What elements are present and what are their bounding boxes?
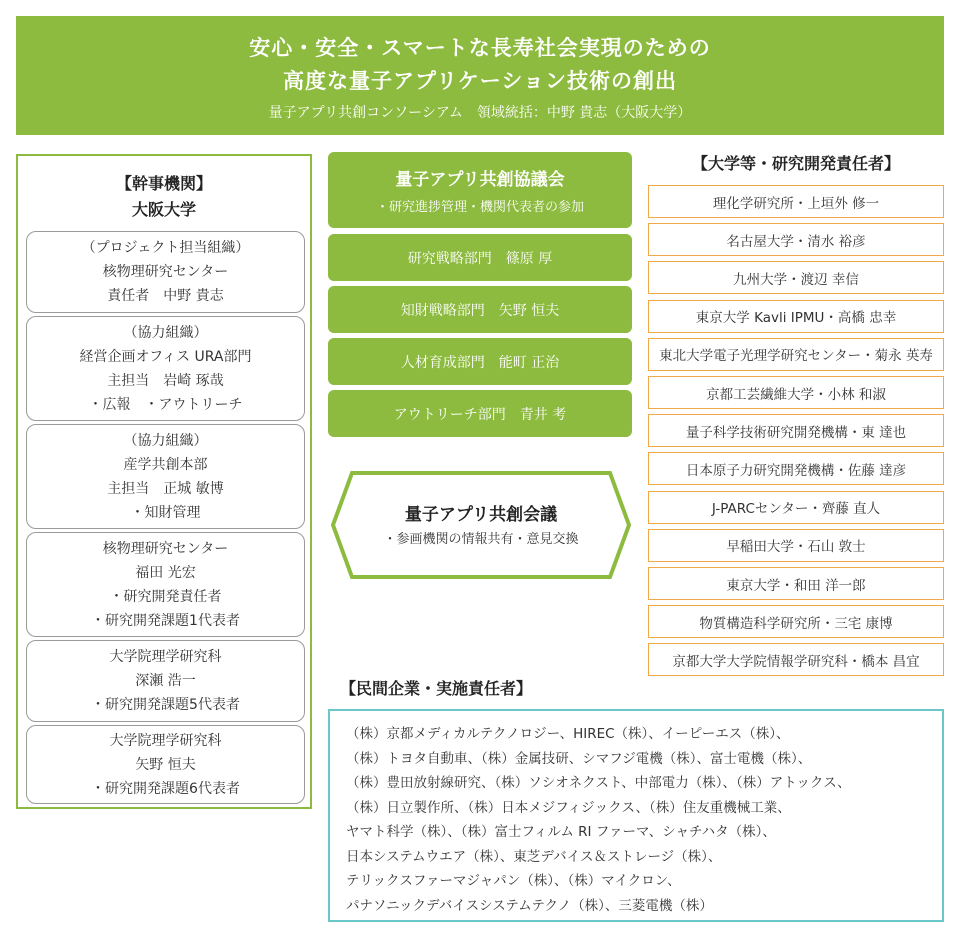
- company-line: テリックスファーマジャパン（株）、（株）マイクロン、: [346, 873, 681, 889]
- company-line: （株）日立製作所、（株）日本メジフィジックス、（株）住友重機械工業、: [346, 799, 791, 816]
- lead-institution-panel: [16, 154, 312, 809]
- org-line: （協力組織）: [123, 324, 208, 341]
- company-line: （株）豊田放射線研究、（株）ソシオネクスト、中部電力（株）、（株）アトックス、: [346, 775, 851, 791]
- company-line: パナソニックデバイスシステムテクノ（株）、三菱電機（株）: [346, 897, 713, 914]
- org-line: 責任者 中野 貴志: [107, 288, 224, 304]
- conference-subtitle: ・参画機関の情報共有・意見交換: [383, 532, 579, 547]
- university-item: 東北大学電子光理学研究センター・菊永 英寿: [648, 338, 944, 371]
- org-line: （プロジェクト担当組織）: [81, 240, 250, 256]
- company-line: ヤマト科学（株）、（株）富士フィルム RI ファーマ、シャチハタ（株）、: [346, 824, 776, 840]
- companies-heading: 【民間企業・実施責任者】: [340, 679, 533, 698]
- org-box-project: [26, 231, 305, 313]
- university-item: 京都大学大学院情報学研究科・橋本 昌宜: [648, 643, 944, 676]
- university-item: 九州大学・渡辺 幸信: [648, 261, 944, 294]
- header-banner: [16, 16, 944, 135]
- org-box-rcnp: [26, 532, 305, 637]
- department-hr-development: 人材育成部門 能町 正治: [328, 338, 632, 385]
- department-research-strategy: 研究戦略部門 篠原 厚: [328, 234, 632, 281]
- university-item: 早稲田大学・石山 敦士: [648, 529, 944, 562]
- universities-heading: 【大学等・研究開発責任者】: [691, 154, 900, 173]
- org-line: ・研究開発責任者: [109, 588, 222, 605]
- university-item: 理化学研究所・上垣外 修一: [648, 185, 944, 218]
- university-item: 京都工芸繊維大学・小林 和淑: [648, 376, 944, 409]
- lead-institution-heading: 【幹事機関】: [115, 174, 212, 193]
- org-box-science-1: [26, 640, 305, 722]
- org-box-science-2: [26, 725, 305, 804]
- conference-title: 量子アプリ共創会議: [404, 505, 558, 525]
- council-title: 量子アプリ共創協議会: [395, 170, 565, 190]
- lead-institution-name: 大阪大学: [131, 200, 196, 219]
- org-line: 産学共創本部: [123, 456, 208, 473]
- title-line-2: 高度な量子アプリケーション技術の創出: [283, 69, 677, 93]
- org-line: ・研究開発課題6代表者: [91, 780, 240, 797]
- university-item: 東京大学・和田 洋一郎: [648, 567, 944, 600]
- org-line: 経営企画オフィス URA部門: [79, 348, 252, 365]
- company-line: （株）京都メディカルテクノロジー、HIREC（株）、イーピーエス（株）、: [346, 726, 790, 742]
- university-item: 東京大学 Kavli IPMU・高橋 忠幸: [648, 300, 944, 333]
- title-line-1: 安心・安全・スマートな長寿社会実現のための: [249, 36, 711, 60]
- department-ip-strategy: 知財戦略部門 矢野 恒夫: [328, 286, 632, 333]
- org-line: ・研究開発課題1代表者: [91, 612, 240, 629]
- org-line: 大学院理学研究科: [109, 649, 222, 665]
- university-item: 名古屋大学・清水 裕彦: [648, 223, 944, 256]
- org-line: 主担当 正城 敏博: [107, 480, 224, 497]
- council-box: [328, 152, 632, 228]
- org-line: 核物理研究センター: [102, 264, 229, 280]
- department-outreach: アウトリーチ部門 青井 考: [328, 390, 632, 437]
- org-line: 大学院理学研究科: [109, 732, 222, 749]
- council-subtitle: ・研究進捗管理・機関代表者の参加: [375, 200, 584, 215]
- org-line: 矢野 恒夫: [135, 756, 196, 773]
- company-line: 日本システムウエア（株）、東芝デバイス＆ストレージ（株）、: [346, 848, 722, 865]
- org-line: ・広報 ・アウトリーチ: [88, 396, 243, 413]
- org-line: 核物理研究センター: [102, 540, 229, 557]
- consortium-subtitle: 量子アプリ共創コンソーシアム 領域統括：中野 貴志（大阪大学）: [268, 105, 692, 121]
- org-line: 主担当 岩崎 琢哉: [107, 372, 224, 389]
- org-line: 福田 光宏: [135, 564, 196, 581]
- org-line: 深瀬 浩一: [135, 673, 196, 689]
- org-box-industry-collab: [26, 424, 305, 529]
- org-box-ura: [26, 316, 305, 421]
- university-item: 物質構造科学研究所・三宅 康博: [648, 605, 944, 638]
- company-line: （株）トヨタ自動車、（株）金属技研、シマフジ電機（株）、富士電機（株）、: [346, 750, 812, 767]
- university-item: 量子科学技術研究開発機構・東 達也: [648, 414, 944, 447]
- university-item: J-PARCセンター・齊藤 直人: [648, 491, 944, 524]
- hexagon-shape: [330, 470, 632, 580]
- companies-box: [328, 709, 944, 922]
- conference-hexagon: [330, 470, 632, 580]
- org-line: ・研究開発課題5代表者: [91, 697, 240, 713]
- university-item: 日本原子力研究開発機構・佐藤 達彦: [648, 452, 944, 485]
- org-line: ・知財管理: [130, 504, 201, 521]
- org-line: （協力組織）: [123, 432, 208, 449]
